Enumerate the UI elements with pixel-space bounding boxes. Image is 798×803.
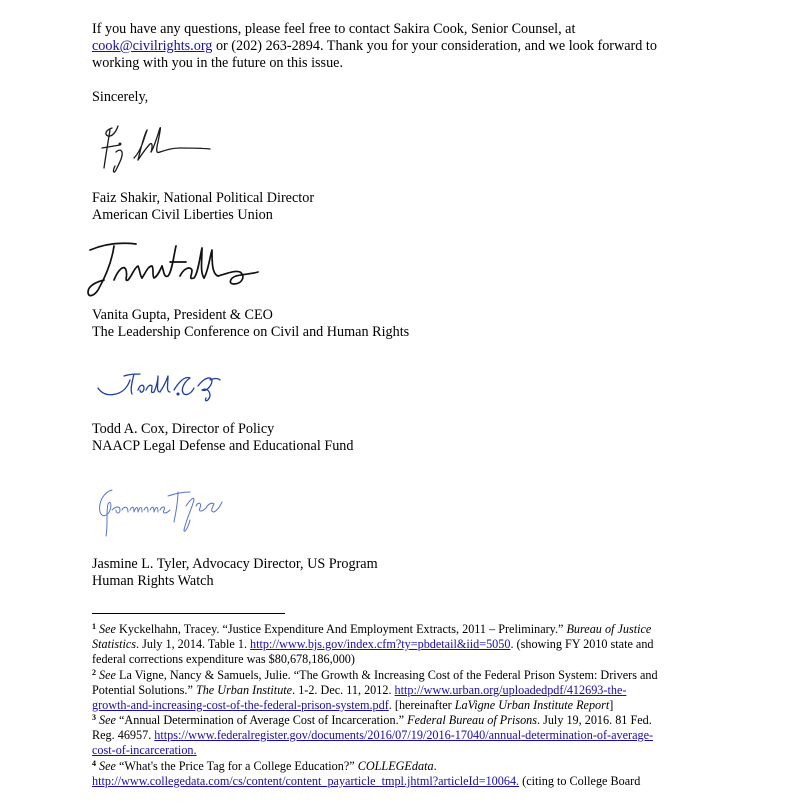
signatory-1-name-title	[92, 190, 314, 207]
footnote-2-text-a: La Vigne, Nancy & Samuels, Julie. “The Growth & Increasing Cost of the Federal Prison System: Drivers and	[115, 668, 658, 682]
closing-line-3	[92, 55, 343, 72]
footnote-3-text-a: “Annual Determination of Average Cost of Incarceration.”	[115, 713, 408, 727]
footnote-3-number: 3	[92, 713, 96, 722]
signatory-3-name-text: Todd A. Cox, Director of Policy	[92, 421, 275, 437]
email-link[interactable]: cook@civilrights.org	[92, 38, 213, 54]
footnote-3-line-3	[92, 743, 197, 759]
signatory-1-org	[92, 207, 273, 224]
signatory-1-name-text: Faiz Shakir, National Political Director	[92, 190, 315, 206]
footnote-1-line-2	[92, 637, 654, 653]
footnote-1-text-e: . (showing FY 2010 state and	[510, 637, 654, 651]
footnote-2-line-3	[92, 698, 613, 714]
footnote-1-link[interactable]: http://www.bjs.gov/index.cfm?ty=pbdetail&iid=5050	[250, 637, 511, 651]
footnote-3-text-c: . July 19, 2016. 81 Fed.	[537, 713, 652, 727]
footnote-2-text-b: Potential Solutions.”	[92, 683, 196, 697]
footnote-4-source: COLLEGEdata	[357, 759, 434, 773]
footnote-2-text-e: . [hereinafter	[388, 698, 455, 712]
signatory-3-org-text: NAACP Legal Defense and Educational Fund	[92, 438, 354, 454]
signatory-1-org-text: American Civil Liberties Union	[92, 207, 273, 223]
footnote-4-text-a: “What's the Price Tag for a College Education?”	[115, 759, 358, 773]
footnote-4-text-c: .	[433, 759, 437, 773]
signatory-2-org	[92, 324, 409, 341]
footnote-1-line-3	[92, 652, 355, 668]
closing-line-2	[92, 38, 657, 55]
signatory-2-name-title	[92, 307, 273, 324]
footnote-3-link-part-2[interactable]: cost-of-incarceration.	[92, 743, 197, 757]
footnote-4-text-d: (citing to College Board	[519, 774, 641, 788]
footnote-4-see: See	[99, 759, 116, 773]
footnote-2-text-d: . 1-2. Dec. 11, 2012.	[292, 683, 395, 697]
signatory-4-name-title	[92, 556, 378, 573]
closing-text-2: or (202) 263-2894. Thank you for your consideration, and we look forward to	[212, 38, 657, 54]
footnote-3-line-1	[92, 713, 652, 729]
signatory-2-name-text: Vanita Gupta, President & CEO	[92, 307, 273, 323]
footnote-2-short-cite: LaVigne Urban Institute Report	[454, 698, 610, 712]
signatory-4-name-text: Jasmine L. Tyler, Advocacy Director, US Program	[92, 556, 378, 572]
sincerely	[92, 89, 148, 106]
footnote-1-number: 1	[92, 622, 96, 631]
footnote-2-source: The Urban Institute	[195, 683, 293, 697]
footnote-2-line-1	[92, 668, 658, 684]
footnote-2-link-part-2[interactable]: growth-and-increasing-cost-of-the-federal-prison-system.pdf	[92, 698, 389, 712]
footnote-1-line-1	[92, 622, 651, 638]
footnote-3-link-part-1[interactable]: https://www.federalregister.gov/documents/2016/07/19/2016-17040/annual-determination-of-average-	[154, 728, 654, 742]
footnote-1-see: See	[99, 622, 116, 636]
signature-vanita-gupta	[84, 236, 264, 304]
footnote-3-line-2	[92, 728, 653, 744]
signatory-4-org-text: Human Rights Watch	[92, 573, 214, 589]
footnote-2-number: 2	[92, 668, 96, 677]
footnote-1-text-d: . July 1, 2014. Table 1.	[136, 637, 251, 651]
footnote-3-source: Federal Bureau of Prisons	[407, 713, 537, 727]
footnote-2-see: See	[99, 668, 116, 682]
footnote-3-see: See	[99, 713, 116, 727]
footnote-1-source-cont: Statistics	[92, 637, 137, 651]
sincerely-text: Sincerely,	[92, 89, 149, 105]
footnote-4-link[interactable]: http://www.collegedata.com/cs/content/content_payarticle_tmpl.jhtml?articleId=10064.	[92, 774, 520, 788]
footnote-1-source: Bureau of Justice	[566, 622, 652, 636]
closing-line-1	[92, 21, 575, 38]
signature-faiz-shakir	[98, 118, 218, 178]
footnote-separator	[92, 613, 285, 614]
closing-text-1: If you have any questions, please feel free to contact Sakira Cook, Senior Counsel, at	[92, 21, 576, 37]
footnote-3-text-d: Reg. 46957.	[92, 728, 155, 742]
signatory-4-org	[92, 573, 214, 590]
closing-text-3: working with you in the future on this issue.	[92, 55, 344, 71]
signatory-3-name-title	[92, 421, 274, 438]
footnote-2-line-2	[92, 683, 626, 699]
footnote-1-text-a: Kyckelhahn, Tracey. “Justice Expenditure And Employment Extracts, 2011 – Preliminary.”	[115, 622, 567, 636]
footnote-2-link-part-1[interactable]: http://www.urban.org/uploadedpdf/412693-the-	[394, 683, 627, 697]
footnote-2-text-g: ]	[609, 698, 614, 712]
footnote-4-line-2	[92, 774, 640, 790]
footnote-1-text-f: federal corrections expenditure was $80,678,186,000)	[92, 652, 355, 666]
signature-jasmine-tyler	[94, 482, 224, 542]
footnote-4-line-1	[92, 759, 437, 775]
signatory-3-org	[92, 438, 354, 455]
footnote-4-number: 4	[92, 759, 96, 768]
signatory-2-org-text: The Leadership Conference on Civil and Human Rights	[92, 324, 410, 340]
signature-todd-cox	[94, 366, 224, 406]
